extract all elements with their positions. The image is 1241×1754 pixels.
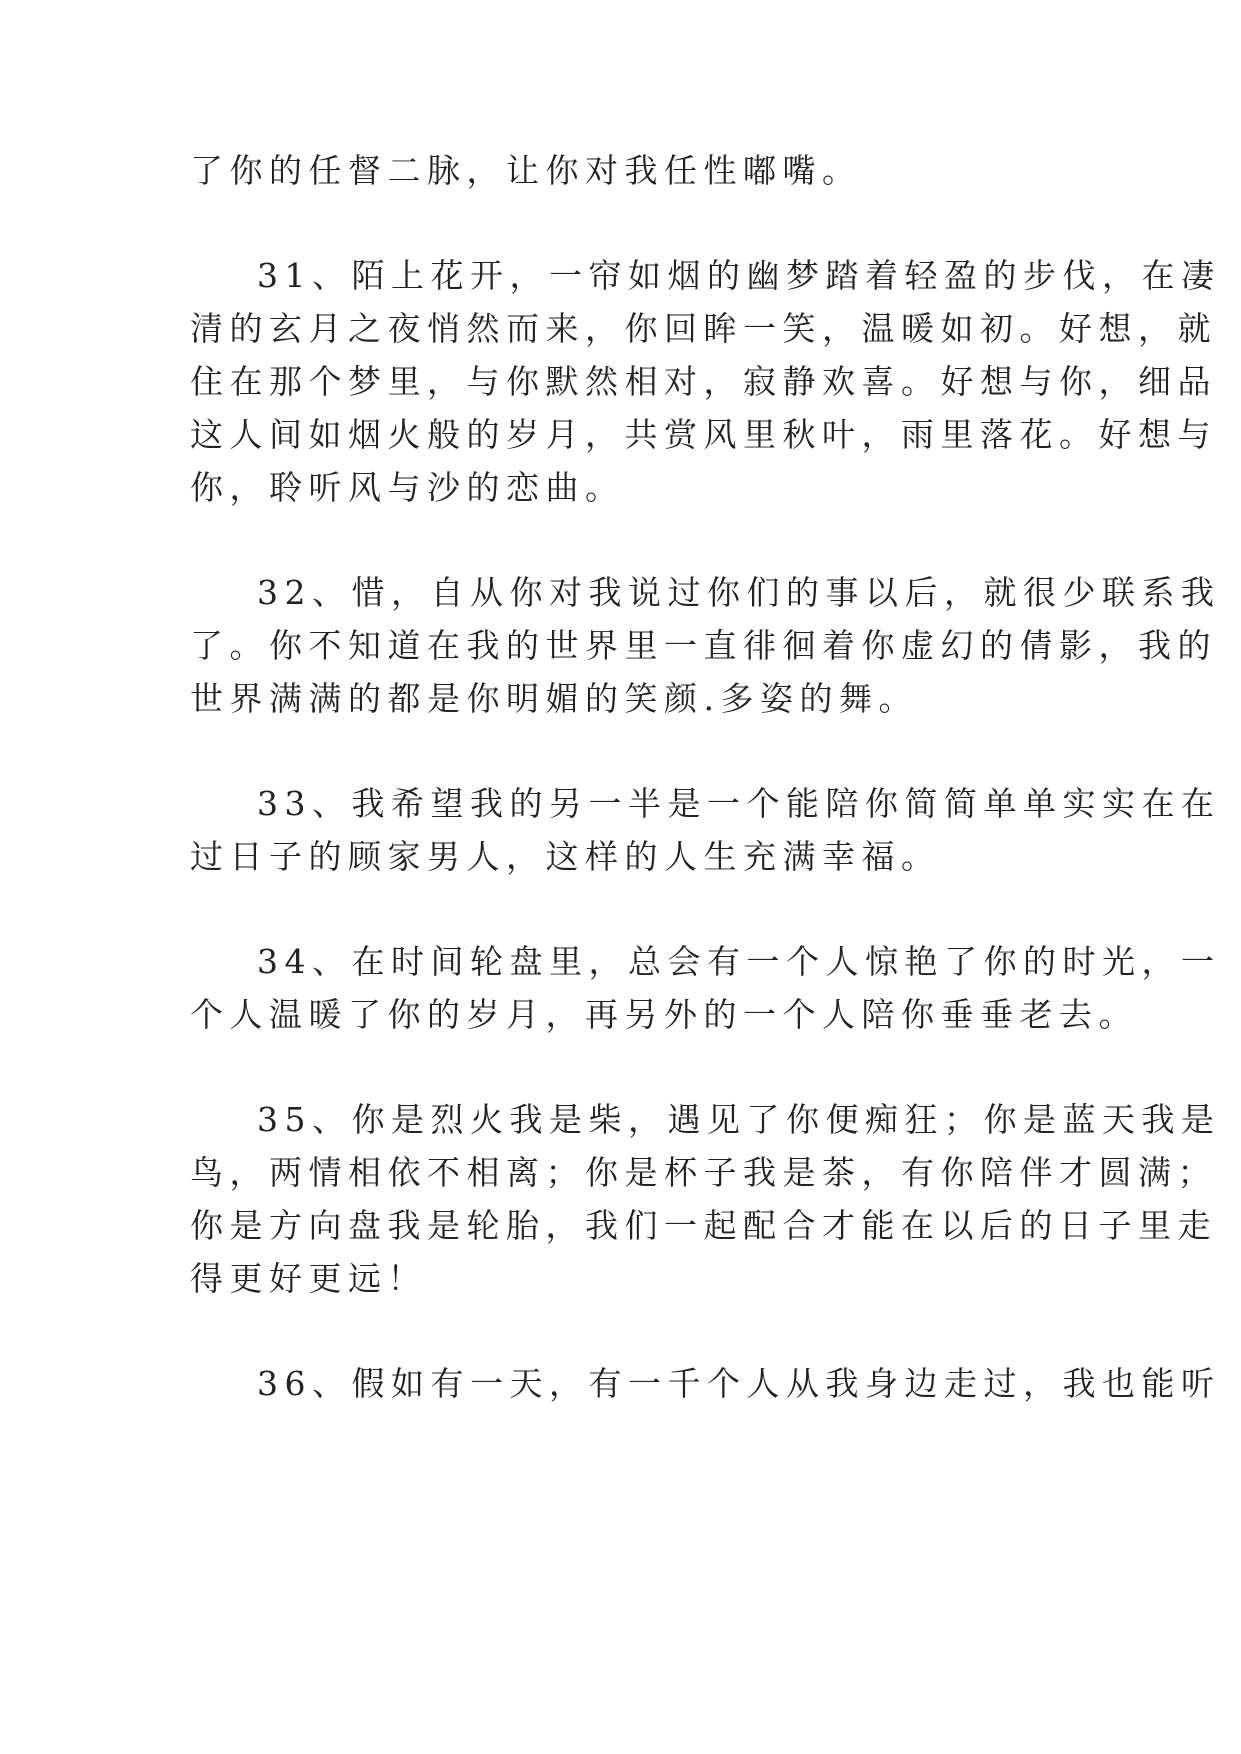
text-line: 得更好更远！ (190, 1259, 427, 1298)
text-line: 鸟，两情相依不相离；你是杯子我是茶，有你陪伴才圆满； (190, 1153, 1217, 1192)
paragraph-34-line-1: 34、在时间轮盘里，总会有一个人惊艳了你的时光，一 (257, 942, 1221, 981)
paragraph-31-line-1: 31、陌上花开，一帘如烟的幽梦踏着轻盈的步伐，在凄 (257, 256, 1221, 295)
paragraph-36-line-1: 36、假如有一天，有一千个人从我身边走过，我也能听 (257, 1364, 1221, 1403)
text-line: 清的玄月之夜悄然而来，你回眸一笑，温暖如初。好想，就 (190, 309, 1217, 348)
text-line: 了。你不知道在我的世界里一直徘徊着你虚幻的倩影，我的 (190, 626, 1217, 665)
text-line: 你是方向盘我是轮胎，我们一起配合才能在以后的日子里走 (190, 1206, 1217, 1245)
text-line: 个人温暖了你的岁月，再另外的一个人陪你垂垂老去。 (190, 995, 1138, 1034)
text-line: 世界满满的都是你明媚的笑颜.多姿的舞。 (190, 679, 918, 718)
text-line: 过日子的顾家男人，这样的人生充满幸福。 (190, 837, 941, 876)
paragraph-33-line-1: 33、我希望我的另一半是一个能陪你简简单单实实在在 (257, 784, 1221, 823)
text-line: 这人间如烟火般的岁月，共赏风里秋叶，雨里落花。好想与 (190, 415, 1217, 454)
text-line: 了你的任督二脉，让你对我任性嘟嘴。 (190, 151, 862, 190)
text-line: 你，聆听风与沙的恋曲。 (190, 468, 625, 507)
text-line: 住在那个梦里，与你默然相对，寂静欢喜。好想与你，细品 (190, 362, 1217, 401)
paragraph-35-line-1: 35、你是烈火我是柴，遇见了你便痴狂；你是蓝天我是 (257, 1100, 1221, 1139)
paragraph-32-line-1: 32、惜，自从你对我说过你们的事以后，就很少联系我 (257, 573, 1221, 612)
